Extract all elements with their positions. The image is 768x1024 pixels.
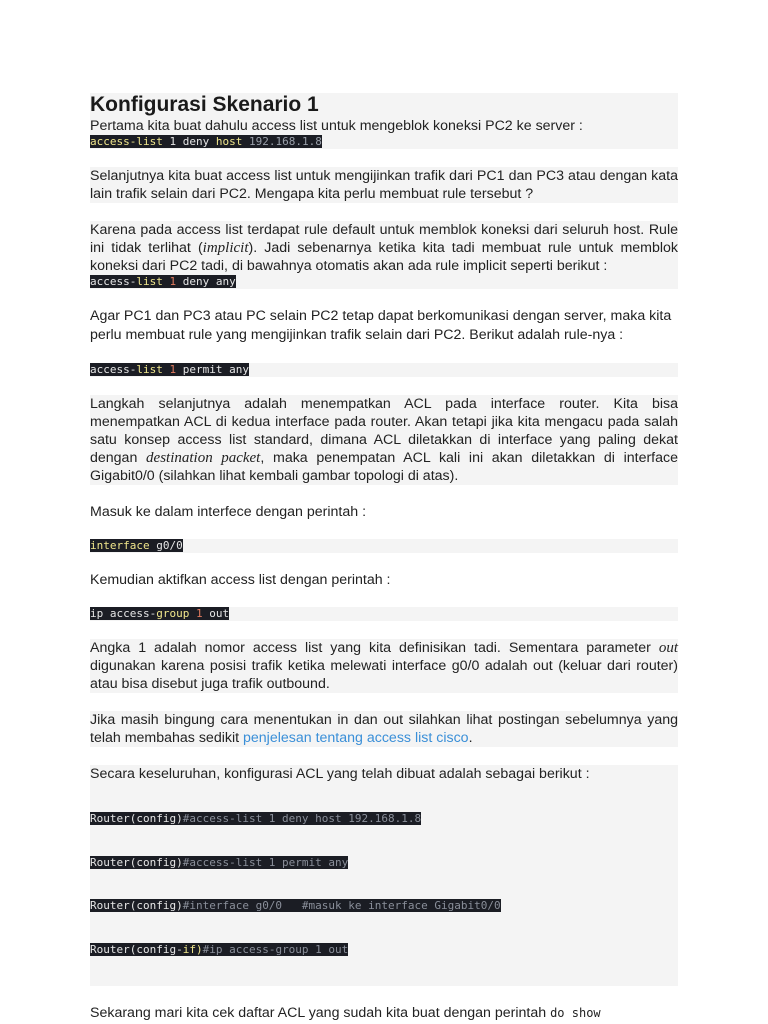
paragraph-link-ref: Jika masih bingung cara menentukan in dan out silahkan lihat postingan sebelumnya yang telah membahas sedikit penjelesan tentang access list cisco. (90, 712, 678, 746)
paragraph-placement: Langkah selanjutnya adalah menempatkan ACL pada interface router. Kita bisa menempatkan ACL di kedua interface pada router. Akan tetapi jika kita mengacu pada salah satu konsep access list standard, dimana ACL diletakkan di interface yang paling dekat dengan destination packet, maka penempatan ACL kali ini akan diletakkan di interface Gigabit0/0 (silahkan lihat kembali gambar topologi di atas). (90, 396, 678, 484)
code-permit-any: access-list 1 permit any (90, 363, 678, 377)
paragraph-out-explain: Angka 1 adalah nomor access list yang kita definisikan tadi. Sementara parameter out digunakan karena posisi trafik ketika melewati interface g0/0 adalah out (keluar dari router) atau bisa disebut juga trafik outbound. (90, 640, 678, 692)
paragraph-permit-rule: Agar PC1 dan PC3 atau PC selain PC2 tetap dapat berkomunikasi dengan server, maka kita perlu membuat rule yang mengijinkan trafik selain dari PC2. Berikut adalah rule-nya : (90, 308, 672, 343)
access-list-article-link[interactable]: penjelesan tentang access list cisco (243, 730, 469, 746)
paragraph-activate: Kemudian aktifkan access list dengan perintah : (90, 572, 391, 588)
paragraph-permit-explain: Selanjutnya kita buat access list untuk mengijinkan trafik dari PC1 dan PC3 atau dengan kata lain trafik selain dari PC2. Mengapa kita perlu membuat rule tersebut ? (90, 168, 678, 202)
code-access-group: ip access-group 1 out (90, 607, 678, 621)
title-block (90, 93, 678, 117)
paragraph-check-acl: Sekarang mari kita cek daftar ACL yang sudah kita buat dengan perintah do show (90, 1005, 601, 1021)
inline-code-do-show: do show (550, 1006, 601, 1020)
code-deny-any: access-list 1 deny any (90, 275, 678, 289)
document-page (90, 93, 678, 1022)
code-deny-host: access-list 1 deny host 192.168.1.8 (90, 135, 678, 149)
terminal-line: Router(config)#access-list 1 permit any (90, 855, 349, 869)
terminal-line: Router(config)#access-list 1 deny host 192.168.1.8 (90, 812, 422, 825)
paragraph-implicit-rule: Karena pada access list terdapat rule default untuk memblok koneksi dari seluruh host. Rule ini tidak terlihat (implicit). Jadi sebenarnya ketika kita tadi membuat rule untuk memblok koneksi dari PC2 tadi, di bawahnya otomatis akan ada rule implicit seperti berikut : (90, 222, 678, 274)
code-interface: interface g0/0 (90, 539, 678, 553)
terminal-line: Router(config-if)#ip access-group 1 out (90, 942, 349, 956)
terminal-line: Router(config)#interface g0/0 #masuk ke interface Gigabit0/0 (90, 899, 501, 912)
page-title: Konfigurasi Skenario 1 (90, 93, 319, 116)
terminal-config-block (90, 783, 678, 986)
paragraph-summary: Secara keseluruhan, konfigurasi ACL yang telah dibuat adalah sebagai berikut : (90, 766, 590, 782)
paragraph-intro: Pertama kita buat dahulu access list untuk mengeblok koneksi PC2 ke server : (90, 118, 583, 134)
paragraph-enter-interface: Masuk ke dalam interfece dengan perintah : (90, 504, 367, 520)
